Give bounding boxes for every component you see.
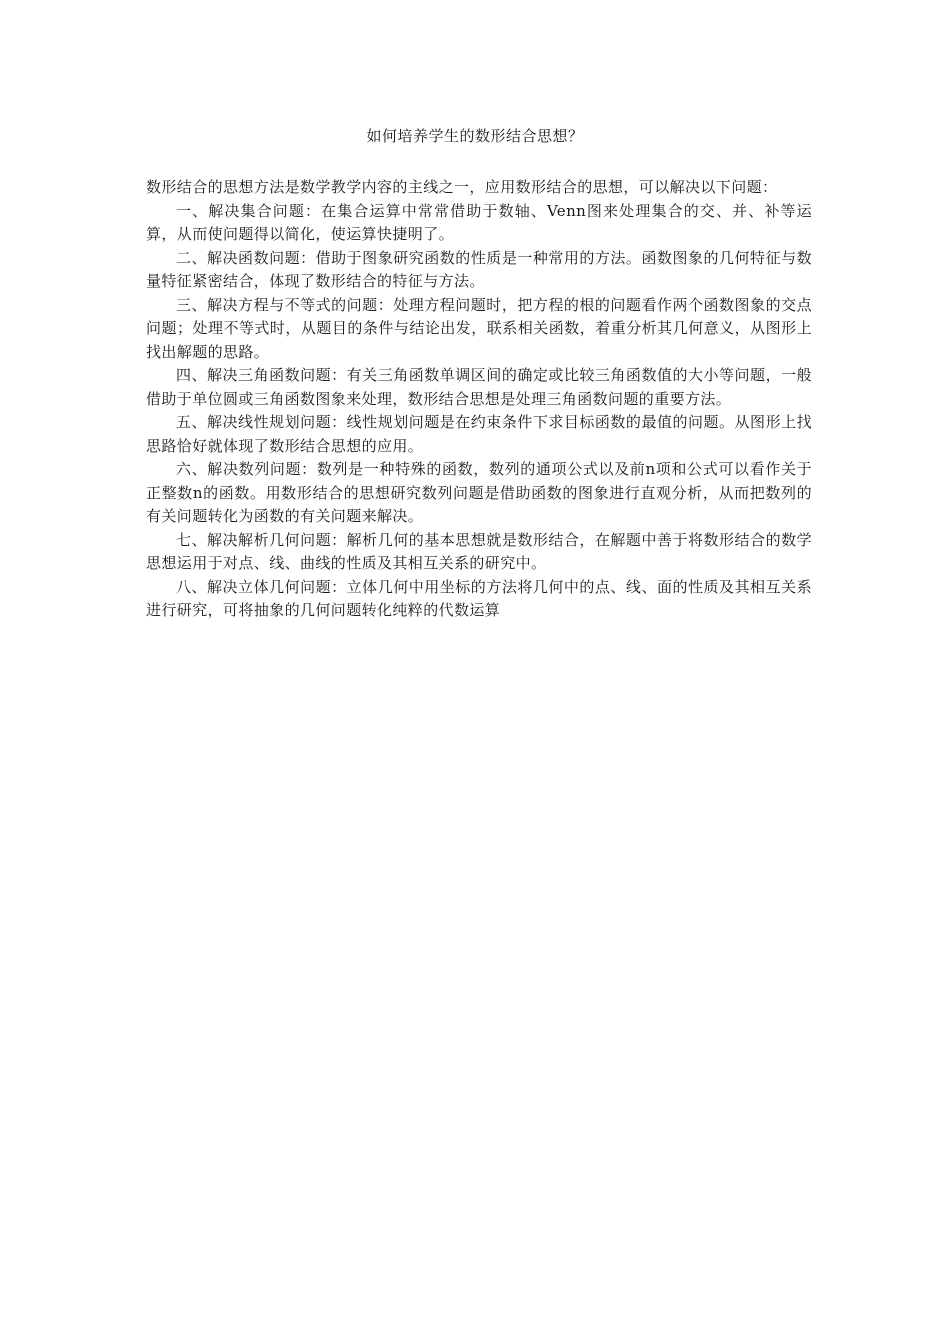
paragraph-trigonometry: 四、解决三角函数问题：有关三角函数单调区间的确定或比较三角函数值的大小等问题，一般借助于单位圆或三角函数图象来处理，数形结合思想是处理三角函数问题的重要方法。 (146, 366, 812, 408)
document-body (146, 176, 812, 623)
paragraph-solid-geometry: 八、解决立体几何问题：立体几何中用坐标的方法将几何中的点、线、面的性质及其相互关系进行研究，可将抽象的几何问题转化纯粹的代数运算 (146, 577, 812, 619)
paragraph-sequences: 六、解决数列问题：数列是一种特殊的函数，数列的通项公式以及前n项和公式可以看作关于正整数n的函数。用数形结合的思想研究数列问题是借助函数的图象进行直观分析，从而把数列的有关问题转化为函数的有关问题来解决。 (146, 460, 812, 525)
paragraph-functions: 二、解决函数问题：借助于图象研究函数的性质是一种常用的方法。函数图象的几何特征与数量特征紧密结合，体现了数形结合的特征与方法。 (146, 248, 812, 290)
paragraph-equations-inequalities: 三、解决方程与不等式的问题：处理方程问题时，把方程的根的问题看作两个函数图象的交点问题；处理不等式时，从题目的条件与结论出发，联系相关函数，着重分析其几何意义，从图形上找出解题的思路。 (146, 295, 812, 361)
intro-paragraph: 数形结合的思想方法是数学教学内容的主线之一，应用数形结合的思想，可以解决以下问题： (146, 178, 778, 196)
paragraph-linear-programming: 五、解决线性规划问题：线性规划问题是在约束条件下求目标函数的最值的问题。从图形上找思路恰好就体现了数形结合思想的应用。 (146, 413, 812, 455)
paragraph-sets: 一、解决集合问题：在集合运算中常常借助于数轴、Venn图来处理集合的交、并、补等运算，从而使问题得以简化，使运算快捷明了。 (146, 201, 812, 243)
document-title: 如何培养学生的数形结合思想？ (366, 127, 584, 145)
paragraph-analytic-geometry: 七、解决解析几何问题：解析几何的基本思想就是数形结合，在解题中善于将数形结合的数学思想运用于对点、线、曲线的性质及其相互关系的研究中。 (146, 530, 812, 572)
